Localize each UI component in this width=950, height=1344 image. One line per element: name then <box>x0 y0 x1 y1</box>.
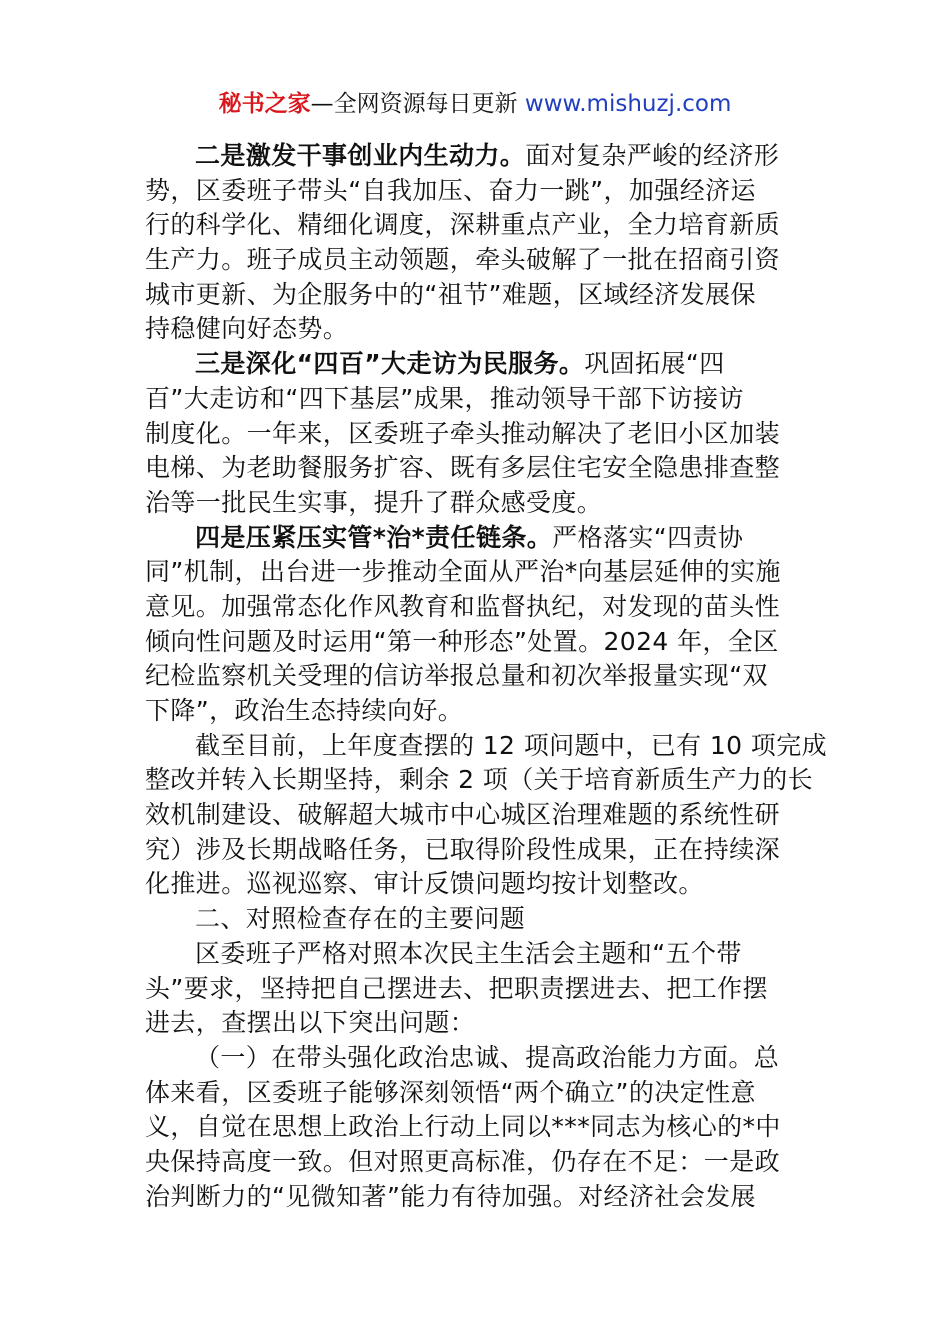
line-text: 进去，查摆出以下突出问题： <box>145 1008 476 1038</box>
line-text: 究）涉及长期战略任务，已取得阶段性成果，正在持续深 <box>145 834 781 864</box>
bold-heading: 二是激发干事创业内生动力。 <box>195 141 526 170</box>
line-text: 化推进。巡视巡察、审计反馈问题均按计划整改。 <box>145 869 704 899</box>
text-line <box>145 972 815 1007</box>
text-line <box>145 174 815 209</box>
text-line <box>145 555 815 590</box>
text-line <box>145 417 815 452</box>
text-line <box>145 590 815 625</box>
line-text: 效机制建设、破解超大城市中心城区治理难题的系统性研 <box>145 800 781 830</box>
text-line <box>145 763 815 798</box>
bold-heading: 三是深化“四百”大走访为民服务。 <box>195 349 585 379</box>
line-text: 区委班子严格对照本次民主生活会主题和“五个带 <box>195 938 742 968</box>
text-line <box>145 625 815 660</box>
text-line <box>145 1076 815 1111</box>
line-text: 生产力。班子成员主动领题，牵头破解了一批在招商引资 <box>145 245 781 275</box>
line-text: 纪检监察机关受理的信访举报总量和初次举报量实现“双 <box>145 661 768 691</box>
text-line <box>145 243 815 278</box>
site-brand: 秘书之家 <box>218 91 311 117</box>
site-header <box>0 88 950 120</box>
line-text: 整改并转入长期坚持，剩余 2 项（关于培育新质生产力的长 <box>145 765 814 795</box>
text-line <box>145 347 815 382</box>
text-line <box>145 1041 815 1076</box>
line-text: 下降”，政治生态持续向好。 <box>145 696 464 725</box>
line-text: 体来看，区委班子能够深刻领悟“两个确立”的决定性意 <box>145 1077 756 1107</box>
line-text: 制度化。一年来，区委班子牵头推动解决了老旧小区加装 <box>145 418 781 448</box>
line-text: 意见。加强常态化作风教育和监督执纪，对发现的苗头性 <box>145 591 781 621</box>
section-heading <box>145 902 815 937</box>
document-body <box>145 139 828 1214</box>
site-url-link[interactable]: www.mishuzj.com <box>524 91 732 117</box>
line-text: （一）在带头强化政治忠诚、提高政治能力方面。总 <box>195 1042 780 1072</box>
line-text: 行的科学化、精细化调度，深耕重点产业，全力培育新质 <box>145 210 781 240</box>
text-line <box>145 451 815 486</box>
line-text: 城市更新、为企服务中的“祖节”难题，区域经济发展保 <box>145 279 756 309</box>
text-line <box>145 1006 815 1041</box>
text-line <box>145 659 815 694</box>
text-line <box>145 486 815 521</box>
text-line <box>145 729 828 764</box>
text-line <box>145 208 815 243</box>
line-text: 截至目前，上年度查摆的 12 项问题中，已有 10 项完成 <box>195 730 828 760</box>
text-line <box>145 278 815 313</box>
text-line <box>145 867 815 902</box>
line-text: 持稳健向好态势。 <box>145 314 349 344</box>
line-text: 义，自觉在思想上政治上行动上同以***同志为核心的*中 <box>145 1112 781 1142</box>
text-line <box>145 382 815 417</box>
bold-heading: 四是压紧压实管*治*责任链条。 <box>195 522 553 552</box>
text-line <box>145 1110 815 1145</box>
line-text: 面对复杂严峻的经济形 <box>525 141 780 170</box>
line-text: 电梯、为老助餐服务扩容、既有多层住宅安全隐患排查整 <box>145 453 781 483</box>
line-text: 同”机制，出台进一步推动全面从严治*向基层延伸的实施 <box>145 557 781 587</box>
text-line <box>145 937 815 972</box>
text-line <box>145 1145 815 1180</box>
text-line <box>145 798 815 833</box>
text-line <box>145 139 815 174</box>
text-line <box>145 312 815 347</box>
line-text: 治判断力的“见微知著”能力有待加强。对经济社会发展 <box>145 1181 756 1211</box>
line-text: 倾向性问题及时运用“第一种形态”处置。2024 年，全区 <box>145 626 779 656</box>
line-text: 势，区委班子带头“自我加压、奋力一跳”，加强经济运 <box>145 175 756 205</box>
line-text: 治等一批民生实事，提升了群众感受度。 <box>145 487 603 517</box>
text-line <box>145 521 815 556</box>
site-tagline: —全网资源每日更新 <box>310 91 525 117</box>
line-text: 央保持高度一致。但对照更高标准，仍存在不足：一是政 <box>145 1146 781 1176</box>
text-line <box>145 694 815 729</box>
line-text: 二、对照检查存在的主要问题 <box>195 904 526 934</box>
text-line <box>145 833 815 868</box>
line-text: 巩固拓展“四 <box>584 349 725 379</box>
line-text: 严格落实“四责协 <box>552 522 744 552</box>
text-line <box>145 1180 815 1215</box>
line-text: 头”要求，坚持把自己摆进去、把职责摆进去、把工作摆 <box>145 973 768 1003</box>
line-text: 百”大走访和“四下基层”成果，推动领导干部下访接访 <box>145 383 744 413</box>
